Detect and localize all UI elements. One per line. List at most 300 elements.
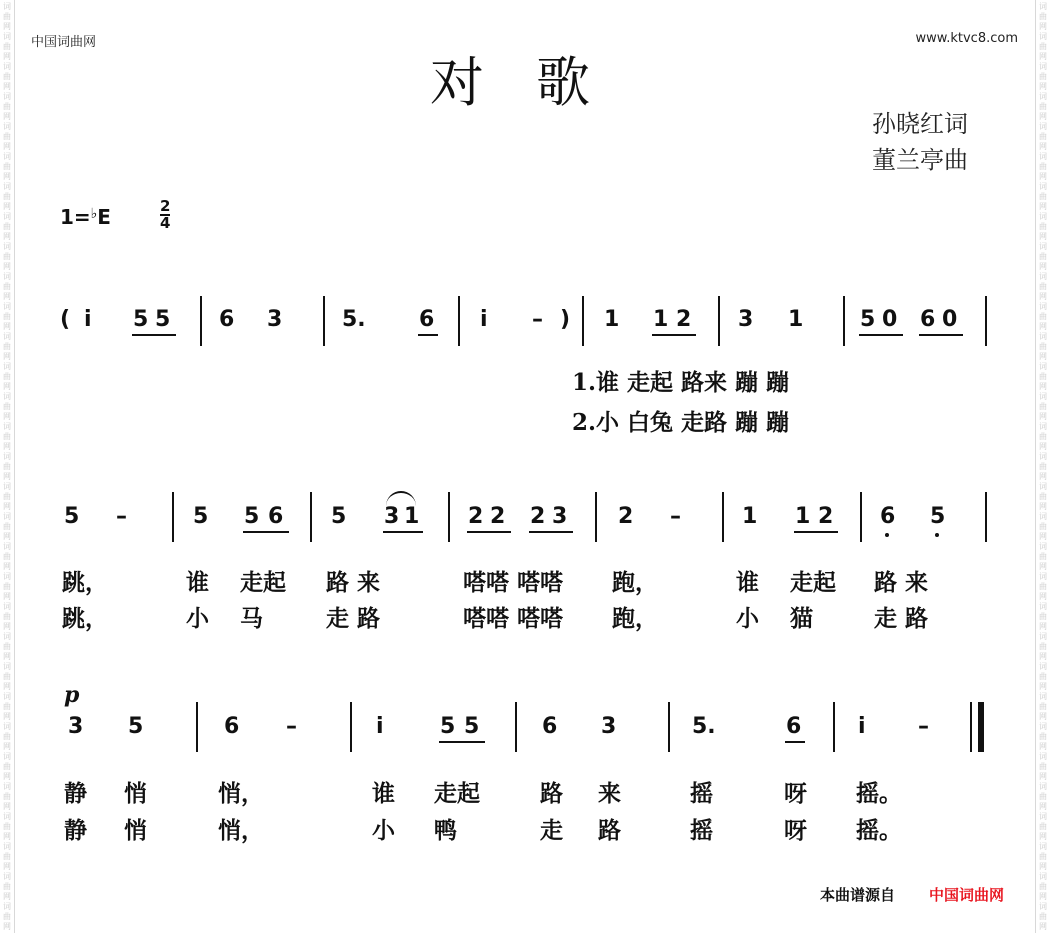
watermark-glyph: 词: [1039, 182, 1047, 191]
watermark-glyph: 曲: [1039, 792, 1047, 801]
lyric: 摇。: [856, 780, 902, 807]
lyric: 嗒嗒 嗒嗒: [463, 569, 564, 596]
watermark-glyph: 网: [1039, 742, 1047, 751]
watermark-glyph: 词: [1039, 692, 1047, 701]
note: i: [84, 307, 92, 332]
watermark-glyph: 词: [3, 602, 11, 611]
watermark-glyph: 曲: [1039, 72, 1047, 81]
watermark-glyph: 词: [1039, 272, 1047, 281]
lyricist-credit: 孙晓红词: [872, 110, 968, 138]
dash: –: [286, 714, 297, 739]
lyric: 小: [372, 817, 395, 844]
watermark-glyph: 网: [3, 532, 11, 541]
watermark-glyph: 词: [1039, 302, 1047, 311]
watermark-glyph: 曲: [1039, 402, 1047, 411]
watermark-glyph: 曲: [1039, 582, 1047, 591]
watermark-glyph: 网: [1039, 292, 1047, 301]
lyric: 小: [186, 605, 209, 632]
watermark-glyph: 曲: [3, 882, 11, 891]
watermark-glyph: 网: [1039, 112, 1047, 121]
watermark-glyph: 词: [1039, 392, 1047, 401]
watermark-glyph: 网: [3, 202, 11, 211]
barline: [843, 296, 845, 346]
watermark-glyph: 网: [3, 562, 11, 571]
right-watermark-strip: [1035, 0, 1050, 933]
watermark-glyph: 网: [1039, 442, 1047, 451]
watermark-glyph: 词: [3, 542, 11, 551]
watermark-glyph: 网: [3, 322, 11, 331]
watermark-glyph: 网: [1039, 622, 1047, 631]
watermark-glyph: 曲: [3, 222, 11, 231]
watermark-glyph: 曲: [1039, 102, 1047, 111]
dash: –: [670, 504, 681, 529]
left-watermark-strip: [0, 0, 15, 933]
lyric: 马: [240, 605, 263, 632]
lyric: 悄，: [218, 817, 264, 844]
note: 5: [930, 504, 946, 529]
lyric: 呀: [784, 817, 807, 844]
watermark-glyph: 词: [3, 392, 11, 401]
note: 6: [224, 714, 240, 739]
watermark-glyph: 词: [3, 632, 11, 641]
watermark-glyph: 网: [3, 292, 11, 301]
underline: [794, 531, 838, 533]
watermark-glyph: 网: [3, 172, 11, 181]
watermark-glyph: 网: [3, 382, 11, 391]
note: 6: [419, 307, 435, 332]
watermark-glyph: 网: [1039, 142, 1047, 151]
lyric: 走 路: [326, 605, 381, 632]
underline: [467, 531, 511, 533]
note: 0: [942, 307, 958, 332]
underline: [383, 531, 423, 533]
barline: [172, 492, 174, 542]
time-top: 2: [160, 197, 171, 215]
watermark-glyph: 曲: [1039, 42, 1047, 51]
underline: [439, 741, 485, 743]
watermark-glyph: 网: [1039, 472, 1047, 481]
lyric: 谁: [736, 569, 759, 596]
watermark-glyph: 网: [3, 82, 11, 91]
note: 3: [267, 307, 283, 332]
lyric: 来: [598, 780, 621, 807]
lyric: 跑，: [612, 605, 658, 632]
watermark-glyph: 网: [1039, 502, 1047, 511]
barline: [860, 492, 862, 542]
lyric: 跑，: [612, 569, 658, 596]
note: 1: [653, 307, 669, 332]
underline: [529, 531, 573, 533]
slur: [386, 491, 416, 507]
watermark-glyph: 网: [3, 652, 11, 661]
watermark-glyph: 曲: [1039, 462, 1047, 471]
watermark-glyph: 曲: [3, 12, 11, 21]
note: 5.: [342, 307, 366, 332]
watermark-glyph: 曲: [3, 72, 11, 81]
watermark-glyph: 曲: [3, 762, 11, 771]
underline: [785, 741, 805, 743]
watermark-glyph: 网: [1039, 562, 1047, 571]
key-note: E: [97, 205, 111, 229]
lyric: 走起: [240, 569, 286, 596]
note: 1: [742, 504, 758, 529]
note: 2: [618, 504, 634, 529]
final-barline-thick: [978, 702, 984, 752]
note: 5: [464, 714, 480, 739]
composer-credit: 董兰亭曲: [872, 146, 968, 174]
barline: [323, 296, 325, 346]
note: 2: [818, 504, 834, 529]
watermark-glyph: 词: [1039, 422, 1047, 431]
watermark-glyph: 网: [3, 112, 11, 121]
watermark-glyph: 词: [1039, 122, 1047, 131]
barline: [458, 296, 460, 346]
paren-open: (: [60, 307, 71, 332]
barline: [722, 492, 724, 542]
barline: [515, 702, 517, 752]
watermark-glyph: 曲: [3, 372, 11, 381]
low-octave-dot: [885, 533, 889, 537]
note: 6: [268, 504, 284, 529]
watermark-glyph: 词: [1039, 752, 1047, 761]
note: i: [480, 307, 488, 332]
barline: [310, 492, 312, 542]
watermark-glyph: 网: [1039, 802, 1047, 811]
barline: [448, 492, 450, 542]
watermark-glyph: 网: [1039, 22, 1047, 31]
watermark-glyph: 曲: [3, 462, 11, 471]
watermark-glyph: 曲: [3, 912, 11, 921]
note: 5: [193, 504, 209, 529]
watermark-glyph: 词: [3, 332, 11, 341]
lyric: 走起: [434, 780, 480, 807]
watermark-glyph: 词: [3, 362, 11, 371]
watermark-glyph: 曲: [3, 822, 11, 831]
watermark-glyph: 词: [1039, 842, 1047, 851]
watermark-glyph: 网: [1039, 892, 1047, 901]
song-title: 对歌: [430, 51, 642, 114]
note: 6: [920, 307, 936, 332]
watermark-glyph: 网: [3, 772, 11, 781]
watermark-glyph: 曲: [1039, 882, 1047, 891]
watermark-glyph: 曲: [3, 792, 11, 801]
barline: [350, 702, 352, 752]
site-name-header: 中国词曲网: [31, 35, 97, 50]
watermark-glyph: 词: [3, 452, 11, 461]
watermark-glyph: 曲: [1039, 762, 1047, 771]
watermark-glyph: 曲: [1039, 252, 1047, 261]
paren-close: ): [560, 307, 571, 332]
lyric: 嗒嗒 嗒嗒: [463, 605, 564, 632]
underline: [652, 334, 696, 336]
watermark-glyph: 曲: [1039, 672, 1047, 681]
watermark-glyph: 网: [1039, 652, 1047, 661]
watermark-glyph: 曲: [1039, 822, 1047, 831]
watermark-glyph: 词: [3, 872, 11, 881]
watermark-glyph: 曲: [1039, 522, 1047, 531]
time-signature: [160, 199, 170, 231]
lyric: 悄，: [218, 780, 264, 807]
lyric: 路 来: [874, 569, 929, 596]
lyric: 摇: [690, 780, 713, 807]
watermark-glyph: 词: [3, 32, 11, 41]
watermark-glyph: 词: [3, 902, 11, 911]
watermark-glyph: 网: [3, 52, 11, 61]
watermark-glyph: 词: [3, 842, 11, 851]
time-bottom: 4: [160, 214, 171, 232]
watermark-glyph: 曲: [1039, 282, 1047, 291]
watermark-glyph: 曲: [1039, 552, 1047, 561]
watermark-glyph: 词: [3, 512, 11, 521]
watermark-glyph: 网: [1039, 52, 1047, 61]
watermark-glyph: 词: [3, 92, 11, 101]
watermark-glyph: 曲: [3, 852, 11, 861]
lyric: 静: [64, 780, 87, 807]
watermark-glyph: 词: [1039, 602, 1047, 611]
watermark-glyph: 曲: [1039, 312, 1047, 321]
lyric: 路: [540, 780, 563, 807]
note: 5: [155, 307, 171, 332]
credits: [872, 106, 968, 178]
lyric: 走起: [790, 569, 836, 596]
watermark-glyph: 网: [1039, 592, 1047, 601]
watermark-glyph: 网: [1039, 682, 1047, 691]
note: 1: [795, 504, 811, 529]
watermark-glyph: 词: [3, 212, 11, 221]
watermark-glyph: 网: [3, 232, 11, 241]
watermark-glyph: 词: [1039, 782, 1047, 791]
lyric-verse1-line1: 1.谁 走起 路来 蹦 蹦: [572, 369, 790, 396]
watermark-glyph: 词: [3, 422, 11, 431]
watermark-glyph: 曲: [3, 492, 11, 501]
dash: –: [116, 504, 127, 529]
note: 2: [676, 307, 692, 332]
watermark-glyph: 词: [3, 482, 11, 491]
watermark-glyph: 词: [3, 692, 11, 701]
lyric: 走 路: [874, 605, 929, 632]
watermark-glyph: 曲: [1039, 642, 1047, 651]
watermark-glyph: 网: [1039, 382, 1047, 391]
note: 6: [880, 504, 896, 529]
low-octave-dot: [935, 533, 939, 537]
note: 3: [68, 714, 84, 739]
watermark-glyph: 曲: [1039, 912, 1047, 921]
underline: [418, 334, 438, 336]
watermark-glyph: 网: [1039, 772, 1047, 781]
note: 1: [604, 307, 620, 332]
watermark-glyph: 网: [3, 712, 11, 721]
watermark-glyph: 网: [3, 832, 11, 841]
watermark-glyph: 曲: [3, 102, 11, 111]
watermark-glyph: 词: [1039, 32, 1047, 41]
watermark-glyph: 曲: [3, 282, 11, 291]
watermark-glyph: 曲: [1039, 162, 1047, 171]
watermark-glyph: 词: [3, 122, 11, 131]
note: 1: [788, 307, 804, 332]
watermark-glyph: 词: [3, 62, 11, 71]
footer-source-label: 本曲谱源自: [820, 886, 896, 904]
note: 5: [244, 504, 260, 529]
watermark-glyph: 网: [3, 622, 11, 631]
watermark-glyph: 曲: [1039, 432, 1047, 441]
lyric: 跳，: [62, 569, 108, 596]
note: 5: [128, 714, 144, 739]
barline: [196, 702, 198, 752]
watermark-glyph: 词: [3, 182, 11, 191]
note: 5: [860, 307, 876, 332]
watermark-glyph: 曲: [3, 612, 11, 621]
watermark-glyph: 词: [1039, 242, 1047, 251]
watermark-glyph: 曲: [3, 402, 11, 411]
watermark-glyph: 词: [1039, 452, 1047, 461]
watermark-glyph: 曲: [3, 252, 11, 261]
barline: [718, 296, 720, 346]
note: 2: [490, 504, 506, 529]
lyric: 悄: [124, 817, 147, 844]
lyric: 猫: [790, 605, 813, 632]
watermark-glyph: 网: [3, 502, 11, 511]
underline: [859, 334, 903, 336]
lyric: 路: [598, 817, 621, 844]
watermark-glyph: 曲: [3, 342, 11, 351]
watermark-glyph: 网: [3, 922, 11, 931]
watermark-glyph: 曲: [3, 132, 11, 141]
barline: [200, 296, 202, 346]
watermark-glyph: 曲: [3, 552, 11, 561]
lyric: 摇: [690, 817, 713, 844]
note: i: [376, 714, 384, 739]
watermark-glyph: 词: [1039, 902, 1047, 911]
note: 5: [64, 504, 80, 529]
note: 3: [601, 714, 617, 739]
watermark-glyph: 曲: [1039, 222, 1047, 231]
watermark-glyph: 词: [1039, 542, 1047, 551]
watermark-glyph: 网: [1039, 262, 1047, 271]
watermark-glyph: 网: [1039, 832, 1047, 841]
note: 5: [440, 714, 456, 739]
lyric: 谁: [372, 780, 395, 807]
watermark-glyph: 网: [3, 802, 11, 811]
watermark-glyph: 曲: [1039, 342, 1047, 351]
watermark-glyph: 词: [3, 812, 11, 821]
watermark-glyph: 曲: [1039, 612, 1047, 621]
watermark-glyph: 网: [1039, 82, 1047, 91]
lyric: 路 来: [326, 569, 381, 596]
underline: [243, 531, 289, 533]
watermark-glyph: 曲: [1039, 132, 1047, 141]
barline: [595, 492, 597, 542]
lyric: 呀: [784, 780, 807, 807]
watermark-glyph: 网: [1039, 352, 1047, 361]
flat-sign: ♭: [90, 206, 98, 222]
note: 2: [530, 504, 546, 529]
watermark-glyph: 网: [1039, 712, 1047, 721]
watermark-glyph: 词: [3, 152, 11, 161]
watermark-glyph: 词: [3, 572, 11, 581]
watermark-glyph: 词: [1039, 332, 1047, 341]
note: 5: [133, 307, 149, 332]
key-prefix: 1=: [60, 205, 91, 229]
watermark-glyph: 网: [3, 442, 11, 451]
watermark-glyph: 网: [1039, 202, 1047, 211]
watermark-glyph: 词: [3, 242, 11, 251]
note: 3: [738, 307, 754, 332]
watermark-glyph: 词: [1039, 62, 1047, 71]
dash: –: [918, 714, 929, 739]
watermark-glyph: 曲: [3, 672, 11, 681]
lyric: 静: [64, 817, 87, 844]
watermark-glyph: 曲: [3, 162, 11, 171]
watermark-glyph: 词: [1039, 152, 1047, 161]
watermark-glyph: 曲: [3, 642, 11, 651]
watermark-glyph: 网: [1039, 232, 1047, 241]
note: 6: [786, 714, 802, 739]
watermark-glyph: 网: [3, 22, 11, 31]
watermark-glyph: 曲: [1039, 12, 1047, 21]
watermark-glyph: 词: [3, 272, 11, 281]
note: i: [858, 714, 866, 739]
watermark-glyph: 网: [3, 592, 11, 601]
watermark-glyph: 网: [1039, 862, 1047, 871]
watermark-glyph: 曲: [3, 432, 11, 441]
watermark-glyph: 曲: [3, 42, 11, 51]
note: 6: [219, 307, 235, 332]
barline: [985, 296, 987, 346]
watermark-glyph: 词: [1039, 812, 1047, 821]
dash: –: [532, 307, 543, 332]
watermark-glyph: 词: [1039, 632, 1047, 641]
lyric: 摇。: [856, 817, 902, 844]
underline: [919, 334, 963, 336]
watermark-glyph: 词: [1039, 2, 1047, 11]
watermark-glyph: 词: [3, 722, 11, 731]
watermark-glyph: 网: [3, 892, 11, 901]
note: 3: [384, 504, 400, 529]
lyric: 谁: [186, 569, 209, 596]
note: 5.: [692, 714, 716, 739]
watermark-glyph: 曲: [3, 312, 11, 321]
watermark-glyph: 网: [3, 742, 11, 751]
watermark-glyph: 词: [1039, 512, 1047, 521]
watermark-glyph: 网: [3, 472, 11, 481]
watermark-glyph: 词: [1039, 872, 1047, 881]
lyric: 鸭: [434, 817, 457, 844]
watermark-glyph: 网: [3, 862, 11, 871]
watermark-glyph: 网: [1039, 412, 1047, 421]
note: 6: [542, 714, 558, 739]
watermark-glyph: 词: [1039, 662, 1047, 671]
watermark-glyph: 曲: [1039, 492, 1047, 501]
footer-site-link[interactable]: 中国词曲网: [929, 886, 1005, 904]
watermark-glyph: 词: [1039, 362, 1047, 371]
lyric-verse2-line1: 2.小 白兔 走路 蹦 蹦: [572, 409, 790, 436]
watermark-glyph: 网: [3, 262, 11, 271]
watermark-glyph: 曲: [3, 522, 11, 531]
watermark-glyph: 曲: [1039, 372, 1047, 381]
watermark-glyph: 曲: [1039, 192, 1047, 201]
watermark-glyph: 词: [1039, 722, 1047, 731]
watermark-glyph: 网: [1039, 532, 1047, 541]
watermark-glyph: 词: [3, 662, 11, 671]
note: 1: [404, 504, 420, 529]
watermark-glyph: 曲: [1039, 732, 1047, 741]
watermark-glyph: 词: [1039, 482, 1047, 491]
note: 5: [331, 504, 347, 529]
watermark-glyph: 曲: [3, 702, 11, 711]
watermark-glyph: 曲: [1039, 852, 1047, 861]
barline: [985, 492, 987, 542]
note: 2: [468, 504, 484, 529]
